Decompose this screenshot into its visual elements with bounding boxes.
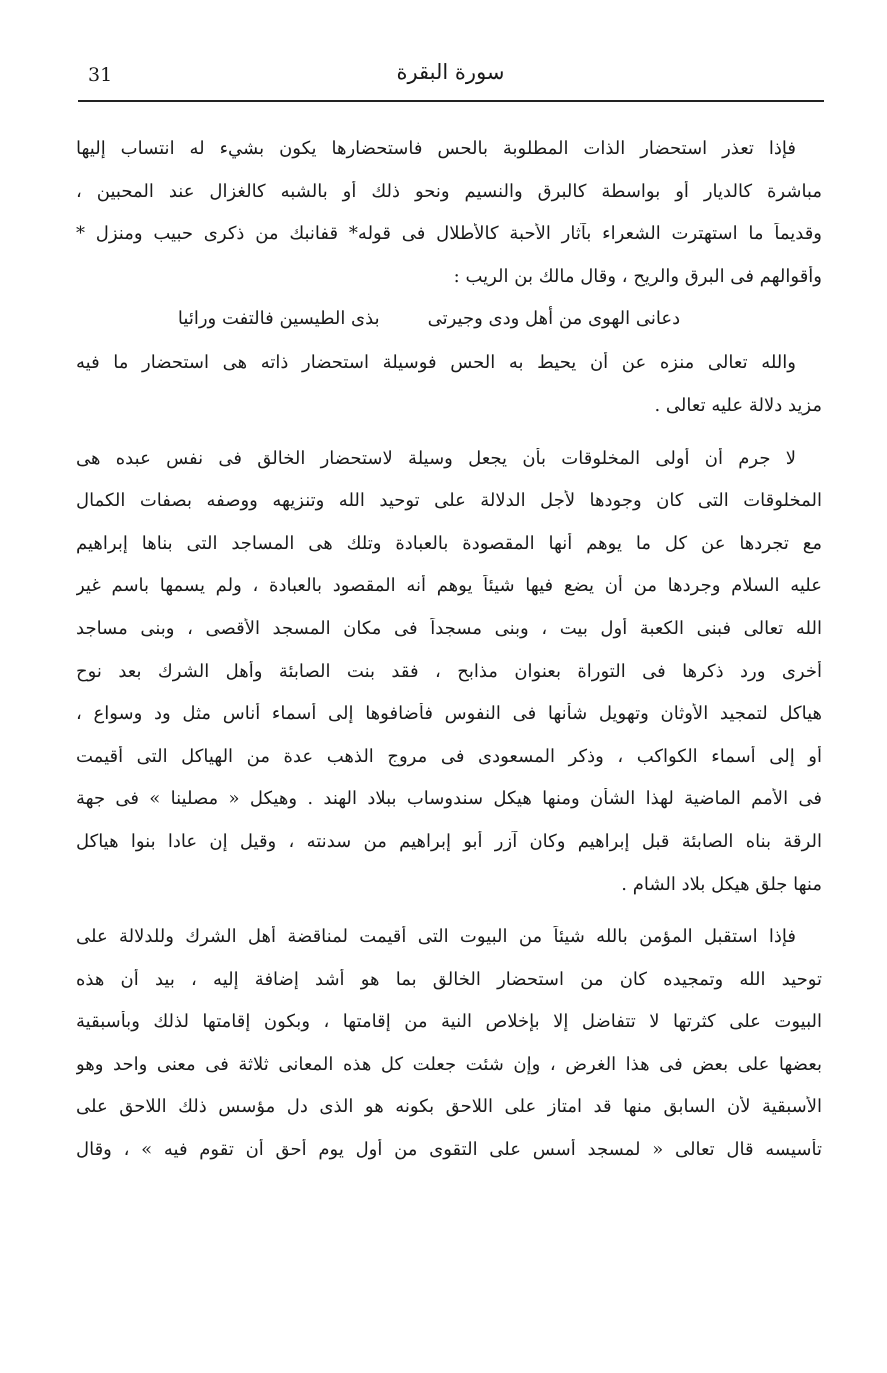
text-line: هياكل لتمجيد الأوثان وتهويل شأنها فى النفوس فأضافوها إلى أسماء أناس مثل ود وسواع ،	[76, 703, 822, 725]
page-body	[76, 138, 822, 1182]
text-line: منها جلق هيكل بلاد الشام .	[621, 873, 822, 895]
text-line: الله تعالى فبنى الكعبة أول بيت ، وبنى مسجداً فى مكان المسجد الأقصى ، وبنى مساجد	[76, 617, 822, 639]
text-line: فإذا تعذر استحضار الذات المطلوبة بالحس فاستحضارها يكون بشيء له انتساب إليها	[76, 138, 796, 159]
page-header	[78, 58, 823, 100]
text-line: مباشرة كالديار أو بواسطة كالبرق والنسيم ونحو ذلك أو بالشبه كالغزال عند المحبين ،	[76, 180, 822, 202]
verse-first-hemistich: دعانى الهوى من أهل ودى وجيرتى	[427, 308, 681, 330]
text-line: بعضها على بعض فى هذا الغرض ، وإن شئت جعلت كل هذه المعانى ثلاثة فى معنى واحد وهو	[76, 1053, 822, 1075]
text-line: عليه السلام وجردها من أن يضع فيها شيئاً يوهم أنه المقصود بالعبادة ، ولم يسمها باسم غير	[76, 575, 822, 597]
text-line: الرقة بناه الصابئة قبل إبراهيم وكان آزر أبو إبراهيم من سدنته ، وقيل إن عادا بنوا هياكل	[76, 830, 822, 852]
text-line: وقديماً ما استهترت الشعراء بآثار الأحبة كالأطلال فى قوله* قفانبك من ذكرى حبيب ومنزل *	[76, 223, 822, 245]
text-line: أو إلى أسماء الكواكب ، وذكر المسعودى فى مروج الذهب عدة من الهياكل التى أقيمت	[76, 745, 822, 767]
text-line: والله تعالى منزه عن أن يحيط به الحس فوسيلة استحضار ذاته هى استحضار ما فيه	[76, 352, 796, 374]
running-title: سورة البقرة	[396, 60, 505, 84]
text-line: توحيد الله وتمجيده كان من استحضار الخالق بما هو أشد إضافة إليه ، بيد أن هذه	[76, 968, 822, 990]
text-line: مع تجردها عن كل ما يوهم أنها المقصودة بالعبادة وتلك هى المساجد التى بناها إبراهيم	[76, 532, 822, 554]
text-line: البيوت على كثرتها لا تتفاضل إلا بإخلاص النية من إقامتها ، وبكون إقامتها لذلك وبأسبقية	[76, 1011, 822, 1033]
paragraph-1	[76, 138, 822, 308]
text-line: فى الأمم الماضية لهذا الشأن ومنها هيكل سندوساب ببلاد الهند . وهيكل « مصلينا » فى جهة	[76, 788, 822, 810]
text-line: لا جرم أن أولى المخلوقات بأن يجعل وسيلة لاستحضار الخالق فى نفس عبده هى	[76, 447, 796, 469]
paragraph-3	[76, 926, 822, 1182]
text-line: مزيد دلالة عليه تعالى .	[654, 394, 822, 416]
header-rule	[78, 100, 824, 102]
page-number: 31	[88, 64, 113, 86]
text-line: فإذا استقبل المؤمن بالله شيئاً من البيوت التى أقيمت لمناقضة أهل الشرك وللدلالة على	[76, 926, 796, 948]
text-line: وأقوالهم فى البرق والريح ، وقال مالك بن الريب :	[453, 265, 822, 287]
verse-second-hemistich: بذى الطيسين فالتفت ورائيا	[177, 308, 380, 330]
text-line: المخلوقات التى كان وجودها لأجل الدلالة على توحيد الله وتنزيهه ووصفه بصفات الكمال	[76, 490, 822, 512]
paragraph-1-continued	[76, 352, 822, 437]
text-line: تأسيسه قال تعالى « لمسجد أسس على التقوى من أول يوم أحق أن تقوم فيه » ، وقال	[76, 1139, 822, 1161]
poetry-verse	[76, 308, 822, 352]
text-line: الأسبقية لأن السابق منها قد امتاز على اللاحق بكونه هو الذى دل مؤسس ذلك اللاحق على	[76, 1096, 822, 1118]
text-line: أخرى ورد ذكرها فى التوراة بعنوان مذابح ، فقد بنت الصابئة وأهل الشرك بعد نوح	[76, 660, 822, 682]
paragraph-2	[76, 448, 822, 917]
